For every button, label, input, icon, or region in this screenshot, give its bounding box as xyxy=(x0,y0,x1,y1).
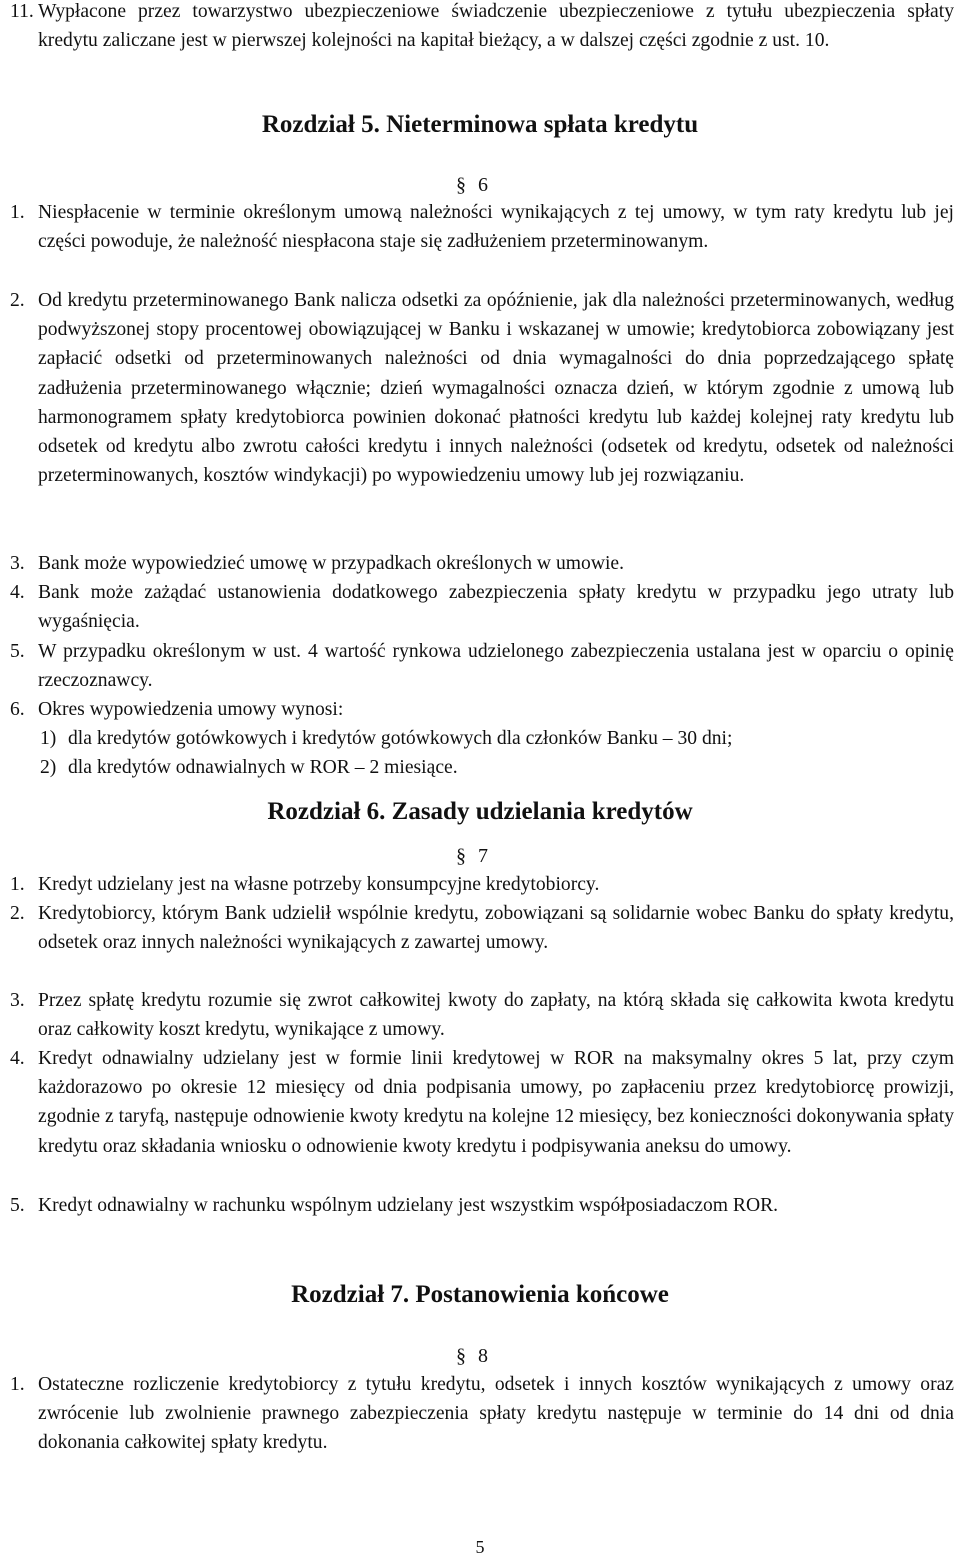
section-8-heading xyxy=(456,1342,488,1370)
item-text: Od kredytu przeterminowanego Bank nalicza odsetki za opóźnienie, jak dla należności przeterminowanych, według podwyższonej stopy procentowej obowiązującej w Banku i wskazanej w umowie; kredytobiorca zobowiązany jest zapłacić odsetki od przeterminowanych należności od dnia wymagalności do dnia poprzedzającego spłatę zadłużenia przeterminowanego włącznie; dzień wymagalności oznacza dzień, w którym zgodnie z umową lub harmonogramem spłaty kredytobiorca powinien dokonać płatności kredytu lub każdej kolejnej raty kredytu lub odsetek od kredytu albo zwrotu całości kredytu i innych należności (odsetek od kredytu, odsetek od należności przeterminowanych, kosztów windykacji) po wypowiedzeniu umowy lub jej rozwiązaniu. xyxy=(38,290,954,487)
chapter-5-title xyxy=(0,109,960,141)
list-item-5-6 xyxy=(10,695,954,724)
item-text: Bank może zażądać ustanowienia dodatkowego zabezpieczenia spłaty kredytu w przypadku jego utraty lub wygaśnięcia. xyxy=(38,582,954,633)
sub-item-number: 1) xyxy=(40,728,57,749)
sub-item-text: dla kredytów gotówkowych i kredytów gotówkowych dla członków Banku – 30 dni; xyxy=(68,728,733,749)
list-item-6-5 xyxy=(10,1191,954,1220)
item-text: Niespłacenie w terminie określonym umową należności wynikających z tej umowy, w tym raty kredytu lub jej części powoduje, że należność niespłacona staje się zadłużeniem przeterminowanym. xyxy=(38,202,954,253)
item-text: Kredyt odnawialny udzielany jest w formie linii kredytowej w ROR na maksymalny okres 5 lat, przy czym każdorazowo po okresie 12 miesięcy od dnia podpisania umowy, po zapłaceniu przez kredytobiorcę prowizji, zgodnie z taryfą, następuje odnowienie kwoty kredytu na kolejne 12 miesięcy, bez konieczności dokonywania spłaty kredytu oraz składania wniosku o odnowienie kwoty kredytu i podpisywania aneksu do umowy. xyxy=(38,1048,954,1157)
chapter-6-title: Rozdział 6. Zasady udzielania kredytów xyxy=(267,798,693,825)
item-number: 2. xyxy=(10,903,25,924)
section-symbol: § xyxy=(456,174,466,196)
list-item-6-4 xyxy=(10,1044,954,1161)
item-number: 1. xyxy=(10,874,25,895)
list-item-5-3 xyxy=(10,549,954,578)
item-text: Kredyt udzielany jest na własne potrzeby konsumpcyjne kredytobiorcy. xyxy=(38,874,600,895)
section-number: 8 xyxy=(478,1345,488,1367)
item-text: Ostateczne rozliczenie kredytobiorcy z tytułu kredytu, odsetek i innych kosztów wynikających z umowy oraz zwrócenie lub zwolnienie prawnego zabezpieczenia spłaty kredytu następuje w terminie do 14 dni od dnia dokonania całkowitej spłaty kredytu. xyxy=(38,1374,954,1454)
section-number: 6 xyxy=(478,174,488,196)
item-text: Kredytobiorcy, którym Bank udzielił wspólnie kredytu, zobowiązani są solidarnie wobec Banku do spłaty kredytu, odsetek oraz innych należności wynikających z zawartej umowy. xyxy=(38,903,954,954)
item-number: 1. xyxy=(10,1374,25,1395)
item-number: 6. xyxy=(10,699,25,720)
list-item-6-1 xyxy=(10,870,954,899)
item-text: Bank może wypowiedzieć umowę w przypadkach określonych w umowie. xyxy=(38,553,625,574)
item-number: 3. xyxy=(10,553,25,574)
item-number: 3. xyxy=(10,990,25,1011)
item-text: Przez spłatę kredytu rozumie się zwrot całkowitej kwoty do zapłaty, na którą składa się całkowita kwota kredytu oraz całkowity koszt kredytu, wynikające z umowy. xyxy=(38,990,954,1041)
list-item-6-2 xyxy=(10,899,954,957)
item-text: W przypadku określonym w ust. 4 wartość rynkowa udzielonego zabezpieczenia ustalana jest w oparciu o opinię rzeczoznawcy. xyxy=(38,641,954,692)
list-item-11 xyxy=(10,0,954,55)
item-number: 5. xyxy=(10,641,25,662)
list-item-7-1 xyxy=(10,1370,954,1458)
list-item-5-1 xyxy=(10,198,954,256)
list-item-5-4 xyxy=(10,578,954,636)
sub-item-2 xyxy=(40,753,458,782)
section-symbol: § xyxy=(456,1345,466,1367)
section-number: 7 xyxy=(478,845,488,867)
list-item-5-5 xyxy=(10,637,954,695)
section-6-heading xyxy=(456,171,488,199)
item-text: Kredyt odnawialny w rachunku wspólnym udzielany jest wszystkim współposiadaczom ROR. xyxy=(38,1195,779,1216)
section-7-heading xyxy=(456,842,488,870)
item-number: 5. xyxy=(10,1195,25,1216)
sub-item-text: dla kredytów odnawialnych w ROR – 2 miesiące. xyxy=(68,757,458,778)
section-symbol: § xyxy=(456,845,466,867)
list-item-5-2 xyxy=(10,286,954,490)
item-text: Okres wypowiedzenia umowy wynosi: xyxy=(38,699,344,720)
chapter-5-title-text: Rozdział 5. Nieterminowa spłata kredytu xyxy=(261,111,699,138)
item-number: 1. xyxy=(10,202,25,223)
chapter-7-title: Rozdział 7. Postanowienia końcowe xyxy=(291,1281,669,1308)
sub-item-1 xyxy=(40,724,732,753)
item-text: Wypłacone przez towarzystwo ubezpieczeniowe świadczenie ubezpieczeniowe z tytułu ubezpieczenia spłaty kredytu zaliczane jest w pierwszej kolejności na kapitał bieżący, a w dalszej części zgodnie z ust. 10. xyxy=(38,1,954,52)
item-number: 2. xyxy=(10,290,25,311)
item-number: 11. xyxy=(10,1,34,22)
item-number: 4. xyxy=(10,582,25,603)
list-item-6-3 xyxy=(10,986,954,1044)
item-number: 4. xyxy=(10,1048,25,1069)
page-number: 5 xyxy=(475,1537,485,1557)
sub-item-number: 2) xyxy=(40,757,57,778)
